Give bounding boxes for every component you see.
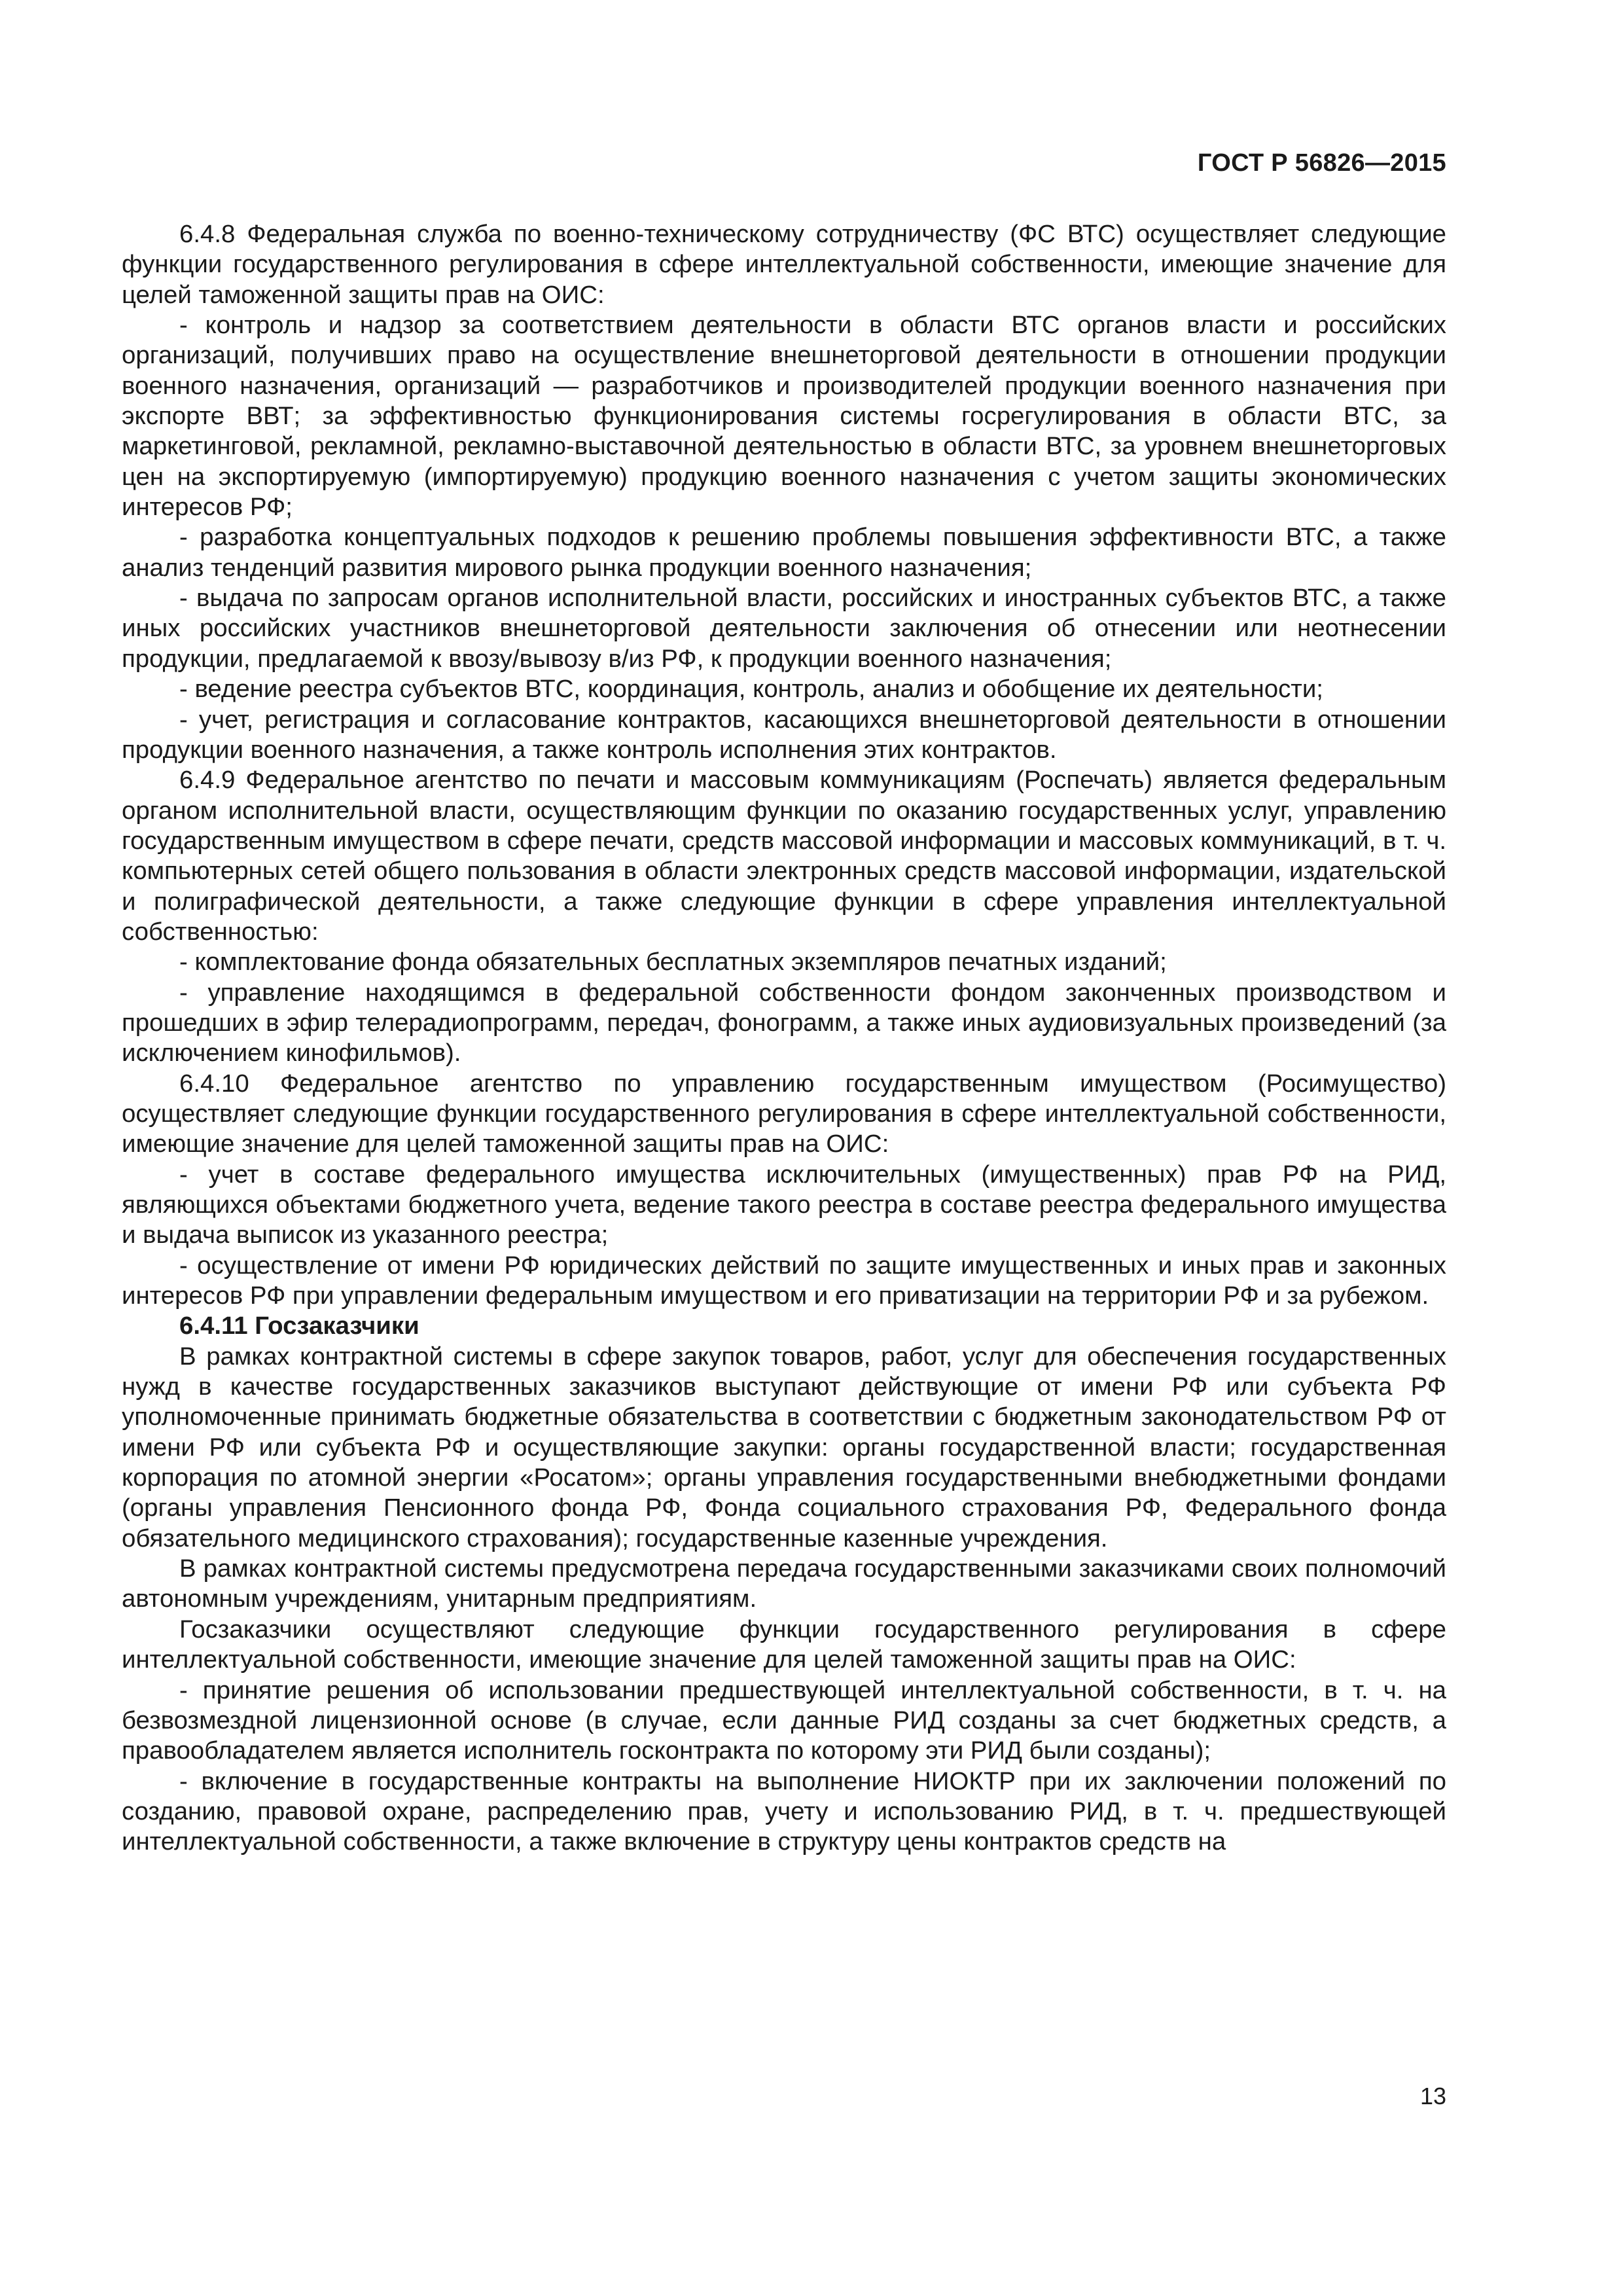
list-item: - выдача по запросам органов исполнительной власти, российских и иностранных субъектов ВТС, а также иных российских участников внешнеторговой деятельности заключения об отнесении или неотнесении продукции, предлагаемой к ввозу/вывозу в/из РФ, к продукции военного назначения; bbox=[122, 584, 1446, 673]
paragraph: Госзаказчики осуществляют следующие функции государственного регулирования в сфере интеллектуальной собственности, имеющие значение для целей таможенной защиты прав на ОИС: bbox=[122, 1615, 1446, 1674]
list-item: - разработка концептуальных подходов к решению проблемы повышения эффективности ВТС, а также анализ тенденций развития мирового рынка продукции военного назначения; bbox=[122, 523, 1446, 582]
list-item: - учет в составе федерального имущества исключительных (имущественных) прав РФ на РИД, являющихся объектами бюджетного учета, ведение такого реестра в составе реестра федерального имущества и выдача выписок из указанного реестра; bbox=[122, 1160, 1446, 1249]
paragraph: В рамках контрактной системы в сфере закупок товаров, работ, услуг для обеспечения государственных нужд в качестве государственных заказчиков выступают действующие от имени РФ или субъекта РФ уполномоченные принимать бюджетные обязательства в соответствии с бюджетным законодательством РФ от имени РФ или субъекта РФ и осуществляющие закупки: органы государственной власти; государственная корпорация по атомной энергии «Росатом»; органы управления государственными внебюджетными фондами (органы управления Пенсионного фонда РФ, Фонда социального страхования РФ, Федерального фонда обязательного медицинского страхования); государственные казенные учреждения. bbox=[122, 1342, 1446, 1552]
list-item: - включение в государственные контракты на выполнение НИОКТР при их заключении положений по созданию, правовой охране, распределению прав, учету и использованию РИД, в т. ч. предшествующей интеллектуальной собственности, а также включение в структуру цены контрактов средств на bbox=[122, 1767, 1446, 1856]
paragraph-6-4-9: 6.4.9 Федеральное агентство по печати и массовым коммуникациям (Роспечать) является федеральным органом исполнительной власти, осуществляющим функции по оказанию государственных услуг, управлению государственным имуществом в сфере печати, средств массовой информации и массовых коммуникаций, в т. ч. компьютерных сетей общего пользования в области электронных средств массовой информации, издательской и полиграфической деятельности, а также следующие функции в сфере управления интеллектуальной собственностью: bbox=[122, 766, 1446, 946]
paragraph-6-4-8: 6.4.8 Федеральная служба по военно-техническому сотрудничеству (ФС ВТС) осуществляет следующие функции государственного регулирования в сфере интеллектуальной собственности, имеющие значение для целей таможенной защиты прав на ОИС: bbox=[122, 220, 1446, 309]
list-item: - управление находящимся в федеральной собственности фондом законченных производством и прошедших в эфир телерадиопрограмм, передач, фонограмм, а также иных аудиовизуальных произведений (за исключением кинофильмов). bbox=[122, 978, 1446, 1067]
list-item: - учет, регистрация и согласование контрактов, касающихся внешнеторговой деятельности в отношении продукции военного назначения, а также контроль исполнения этих контрактов. bbox=[122, 705, 1446, 764]
document-code-header: ГОСТ Р 56826—2015 bbox=[1197, 149, 1446, 177]
list-item: - осуществление от имени РФ юридических действий по защите имущественных и иных прав и законных интересов РФ при управлении федеральным имуществом и его приватизации на территории РФ и за рубежом. bbox=[122, 1251, 1446, 1310]
list-item: - контроль и надзор за соответствием деятельности в области ВТС органов власти и российских организаций, получивших право на осуществление внешнеторговой деятельности в отношении продукции военного назначения, организаций — разработчиков и производителей продукции военного назначения при экспорте ВВТ; за эффективностью функционирования системы госрегулирования в области ВТС, за маркетинговой, рекламной, рекламно-выставочной деятельностью в области ВТС, за уровнем внешнеторговых цен на экспортируемую (импортируемую) продукцию военного назначения с учетом защиты экономических интересов РФ; bbox=[122, 311, 1446, 522]
paragraph: В рамках контрактной системы предусмотрена передача государственными заказчиками своих полномочий автономным учреждениям, унитарным предприятиям. bbox=[122, 1554, 1446, 1613]
section-heading-6-4-11: 6.4.11 Госзаказчики bbox=[179, 1312, 419, 1340]
list-item: - принятие решения об использовании предшествующей интеллектуальной собственности, в т. ч. на безвозмездной лицензионной основе (в случае, если данные РИД созданы за счет бюджетных средств, а правообладателем является исполнитель госконтракта по которому эти РИД были созданы); bbox=[122, 1676, 1446, 1765]
page-number: 13 bbox=[1419, 2083, 1446, 2109]
list-item: - ведение реестра субъектов ВТС, координация, контроль, анализ и обобщение их деятельности; bbox=[179, 675, 1323, 704]
document-body bbox=[122, 219, 1446, 1857]
list-item: - комплектование фонда обязательных бесплатных экземпляров печатных изданий; bbox=[179, 948, 1167, 977]
paragraph-6-4-10: 6.4.10 Федеральное агентство по управлению государственным имуществом (Росимущество) осуществляет следующие функции государственного регулирования в сфере интеллектуальной собственности, имеющие значение для целей таможенной защиты прав на ОИС: bbox=[122, 1069, 1446, 1158]
